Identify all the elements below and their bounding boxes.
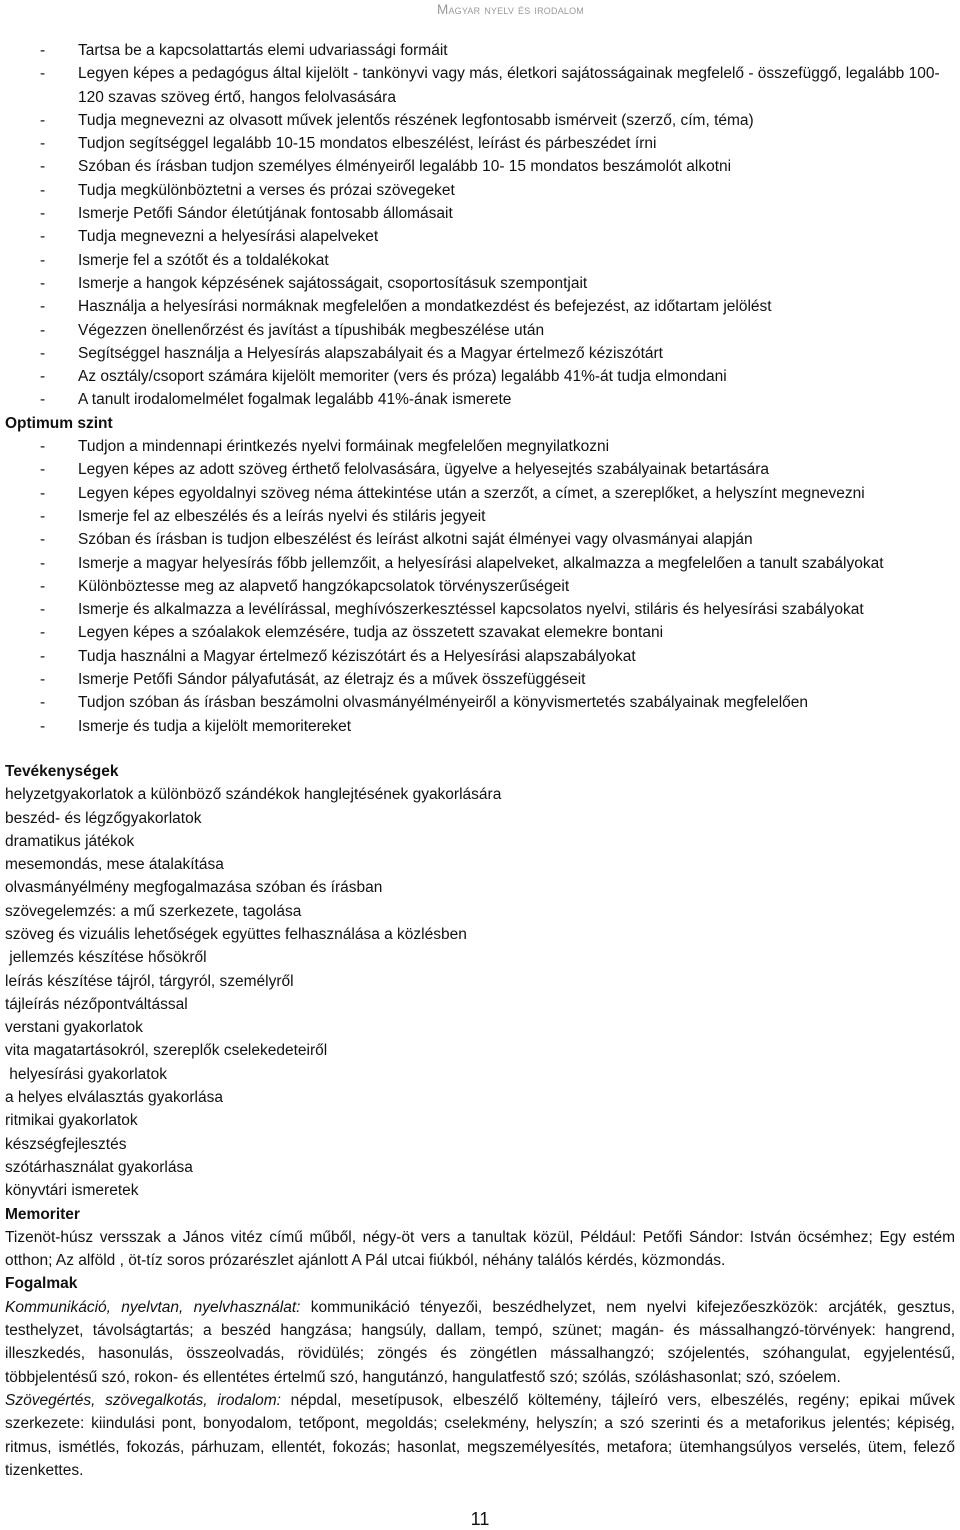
list-item-text: A tanult irodalomelmélet fogalmak legalább 41%-ának ismerete (78, 391, 512, 409)
dash-bullet: - (40, 554, 46, 572)
dash-bullet: - (40, 228, 46, 246)
memoriter-text: Tizenöt-húsz versszak a János vitéz című műből, négy-öt vers a tanultak közül, Például: Petőfi Sándor: István öcsémhez; Egy estém otthon; Az alföld , öt-tíz soros prózarészlet ajánlott A Pál utcai fiúkból, néhány találós kérdés, közmondás. (5, 1228, 955, 1270)
list-item (5, 621, 955, 644)
fogalmak-label-1: Kommunikáció, nyelvtan, nyelvhasználat: (5, 1298, 301, 1316)
fogalmak-text-2: népdal, mesetípusok, elbeszélő költemény, tájleíró vers, elbeszélés, regény; epikai művek szerkezete: kiindulási pont, bonyodalom, tetőpont, megoldás; cselekmény, helyszín; a szó szerinti és a metaforikus jelentés; képiség, ritmus, ismétlés, fokozás, párhuzam, ellentét, fokozás; hasonlat, megszemélyesítés, metafora; ütemhangsúlyos verselés, ütem, felező tizenkettes. (5, 1391, 955, 1479)
fogalmak-label-2: Szövegértés, szövegalkotás, irodalom: (5, 1391, 281, 1409)
dash-bullet: - (40, 205, 46, 223)
list-item (5, 365, 955, 388)
list-item-text: Ismerje fel az elbeszélés és a leírás nyelvi és stiláris jegyeit (78, 507, 486, 525)
fogalmak-heading: Fogalmak (5, 1275, 78, 1293)
list-item (5, 295, 955, 318)
list-item-text: Végezzen önellenőrzést és javítást a típushibák megbeszélése után (78, 321, 545, 339)
activity-item: mesemondás, mese átalakítása (5, 856, 224, 874)
list-item (5, 342, 955, 365)
dash-bullet: - (40, 507, 46, 525)
dash-bullet: - (40, 577, 46, 595)
list-item-text: Ismerje és tudja a kijelölt memoritereket (78, 717, 352, 735)
dash-bullet: - (40, 111, 46, 129)
running-header: Magyar nyelv és irodalom (437, 2, 584, 17)
list-item-text: Szóban és írásban is tudjon elbeszélést és leírást alkotni saját élményei vagy olvasmányai alapján (78, 531, 753, 549)
activity-item: verstani gyakorlatok (5, 1019, 143, 1037)
list-item-text: Legyen képes a pedagógus által kijelölt - tankönyvi vagy más, életkori sajátosságainak megfelelő - összefüggő, legalább 100-120 szavas szöveg értő, hangos felolvasására (78, 65, 940, 106)
list-item-text: Ismerje Petőfi Sándor életútjának fontosabb állomásait (78, 205, 453, 223)
activities-heading: Tevékenységek (5, 762, 119, 780)
dash-bullet: - (40, 344, 46, 362)
dash-bullet: - (40, 158, 46, 176)
list-item-text: Különböztesse meg az alapvető hangzókapcsolatok törvényszerűségeit (78, 577, 570, 595)
list-item (5, 225, 955, 248)
list-item-text: Tudja megnevezni az olvasott művek jelentős részének legfontosabb ismérveit (szerző, cím, téma) (78, 111, 754, 129)
dash-bullet: - (40, 671, 46, 689)
list-item (5, 715, 955, 738)
list-item (5, 388, 955, 411)
list-item-text: Ismerje és alkalmazza a levélírással, meghívószerkesztéssel kapcsolatos nyelvi, stiláris és helyesírási szabályokat (78, 601, 864, 619)
list-item-text: Használja a helyesírási normáknak megfelelően a mondatkezdést és befejezést, az időtartam jelölést (78, 298, 772, 316)
list-item (5, 39, 955, 62)
activity-item: szöveg és vizuális lehetőségek együttes felhasználása a közlésben (5, 925, 467, 943)
dash-bullet: - (40, 624, 46, 642)
section-spacer (5, 738, 955, 760)
list-item-text: Tudjon a mindennapi érintkezés nyelvi formáinak megfelelően megnyilatkozni (78, 438, 610, 456)
list-item-text: Ismerje a hangok képzésének sajátosságait, csoportosításuk szempontjait (78, 274, 588, 292)
list-item (5, 528, 955, 551)
list-item-text: Segítséggel használja a Helyesírás alapszabályait és a Magyar értelmező kéziszótárt (78, 344, 663, 362)
list-item (5, 458, 955, 481)
dash-bullet: - (40, 251, 46, 269)
activity-item: leírás készítése tájról, tárgyról, személyről (5, 972, 294, 990)
page-content (5, 39, 955, 1482)
dash-bullet: - (40, 181, 46, 199)
activity-item: olvasmányélmény megfogalmazása szóban és írásban (5, 879, 383, 897)
activity-item: a helyes elválasztás gyakorlása (5, 1089, 223, 1107)
list-item (5, 552, 955, 575)
list-item-text: Legyen képes az adott szöveg érthető felolvasására, ügyelve a helyesejtés szabályainak betartására (78, 461, 770, 479)
activity-item: vita magatartásokról, szereplők cselekedeteiről (5, 1042, 328, 1060)
list-item-text: Tudja megnevezni a helyesírási alapelveket (78, 228, 379, 246)
dash-bullet: - (40, 717, 46, 735)
list-item-text: Ismerje fel a szótőt és a toldalékokat (78, 251, 329, 269)
optimum-heading: Optimum szint (5, 414, 113, 432)
dash-bullet: - (40, 65, 46, 83)
list-item (5, 155, 955, 178)
activity-item: szövegelemzés: a mű szerkezete, tagolása (5, 902, 302, 920)
activity-item: helyzetgyakorlatok a különböző szándékok hanglejtésének gyakorlására (5, 786, 502, 804)
dash-bullet: - (40, 647, 46, 665)
optimum-requirements-list (5, 435, 955, 738)
list-item-text: Szóban és írásban tudjon személyes élményeiről legalább 10- 15 mondatos beszámolót alkotni (78, 158, 732, 176)
list-item (5, 691, 955, 714)
dash-bullet: - (40, 298, 46, 316)
list-item (5, 505, 955, 528)
list-item-text: Legyen képes egyoldalnyi szöveg néma áttekintése után a szerzőt, a címet, a szereplőket, a helyszínt megnevezni (78, 484, 865, 502)
fogalmak-paragraph-2 (5, 1389, 955, 1482)
dash-bullet: - (40, 42, 46, 59)
list-item (5, 575, 955, 598)
list-item-text: Tartsa be a kapcsolattartás elemi udvariassági formáit (78, 42, 448, 59)
list-item (5, 668, 955, 691)
list-item (5, 482, 955, 505)
list-item (5, 435, 955, 458)
list-item-text: Legyen képes a szóalakok elemzésére, tudja az összetett szavakat elemekre bontani (78, 624, 664, 642)
list-item (5, 202, 955, 225)
list-item (5, 132, 955, 155)
activity-item: tájleírás nézőpontváltással (5, 995, 188, 1013)
list-item (5, 598, 955, 621)
list-item-text: Az osztály/csoport számára kijelölt memoriter (vers és próza) legalább 41%-át tudja elmondani (78, 368, 727, 386)
list-item (5, 62, 955, 109)
dash-bullet: - (40, 274, 46, 292)
list-item (5, 645, 955, 668)
list-item (5, 319, 955, 342)
activity-item: jellemzés készítése hősökről (5, 949, 207, 967)
dash-bullet: - (40, 321, 46, 339)
list-item-text: Tudjon szóban ás írásban beszámolni olvasmányélményeiről a könyvismertetés szabályainak megfelelően (78, 694, 809, 712)
dash-bullet: - (40, 391, 46, 409)
list-item-text: Ismerje Petőfi Sándor pályafutását, az életrajz és a művek összefüggéseit (78, 671, 586, 689)
list-item (5, 179, 955, 202)
list-item-text: Tudja használni a Magyar értelmező kéziszótárt és a Helyesírási alapszabályokat (78, 647, 636, 665)
fogalmak-paragraph-1 (5, 1296, 955, 1389)
minimum-requirements-list (5, 39, 955, 412)
dash-bullet: - (40, 531, 46, 549)
dash-bullet: - (40, 461, 46, 479)
dash-bullet: - (40, 135, 46, 153)
dash-bullet: - (40, 694, 46, 712)
memoriter-heading: Memoriter (5, 1205, 80, 1223)
list-item (5, 249, 955, 272)
list-item-text: Tudja megkülönböztetni a verses és prózai szövegeket (78, 181, 455, 199)
list-item (5, 272, 955, 295)
dash-bullet: - (40, 368, 46, 386)
activity-item: szótárhasználat gyakorlása (5, 1158, 193, 1176)
dash-bullet: - (40, 601, 46, 619)
dash-bullet: - (40, 484, 46, 502)
activity-item: készségfejlesztés (5, 1135, 127, 1153)
activity-item: ritmikai gyakorlatok (5, 1112, 138, 1130)
activity-item: beszéd- és légzőgyakorlatok (5, 809, 202, 827)
list-item (5, 109, 955, 132)
activity-item: könyvtári ismeretek (5, 1182, 139, 1200)
page-number: 11 (470, 1509, 490, 1529)
fogalmak-text-1: kommunikáció tényezői, beszédhelyzet, nem nyelvi kifejezőeszközök: arcjáték, gesztus, testhelyzet, távolságtartás; a beszéd hangzása; hangsúly, dallam, tempó, szünet; magán- és mássalhangzó-törvények: hangrend, illeszkedés, hasonulás, összeolvadás, rövidülés; zöngés és zöngétlen mássalhangzó; szójelentés, szóhangulat, egyjelentésű, többjelentésű szó, rokon- és ellentétes értelmű szó, hangutánzó, hangulatfestő szó; szólás, szóláshasonlat; szó, szóelem. (5, 1298, 955, 1386)
activities-list (5, 783, 955, 1202)
activity-item: helyesírási gyakorlatok (5, 1065, 167, 1083)
list-item-text: Ismerje a magyar helyesírás főbb jellemzőit, a helyesírási alapelveket, alkalmazza a megfelelően a tanult szabályokat (78, 554, 884, 572)
activity-item: dramatikus játékok (5, 832, 135, 850)
dash-bullet: - (40, 438, 46, 456)
list-item-text: Tudjon segítséggel legalább 10-15 mondatos elbeszélést, leírást és párbeszédet írni (78, 135, 657, 153)
